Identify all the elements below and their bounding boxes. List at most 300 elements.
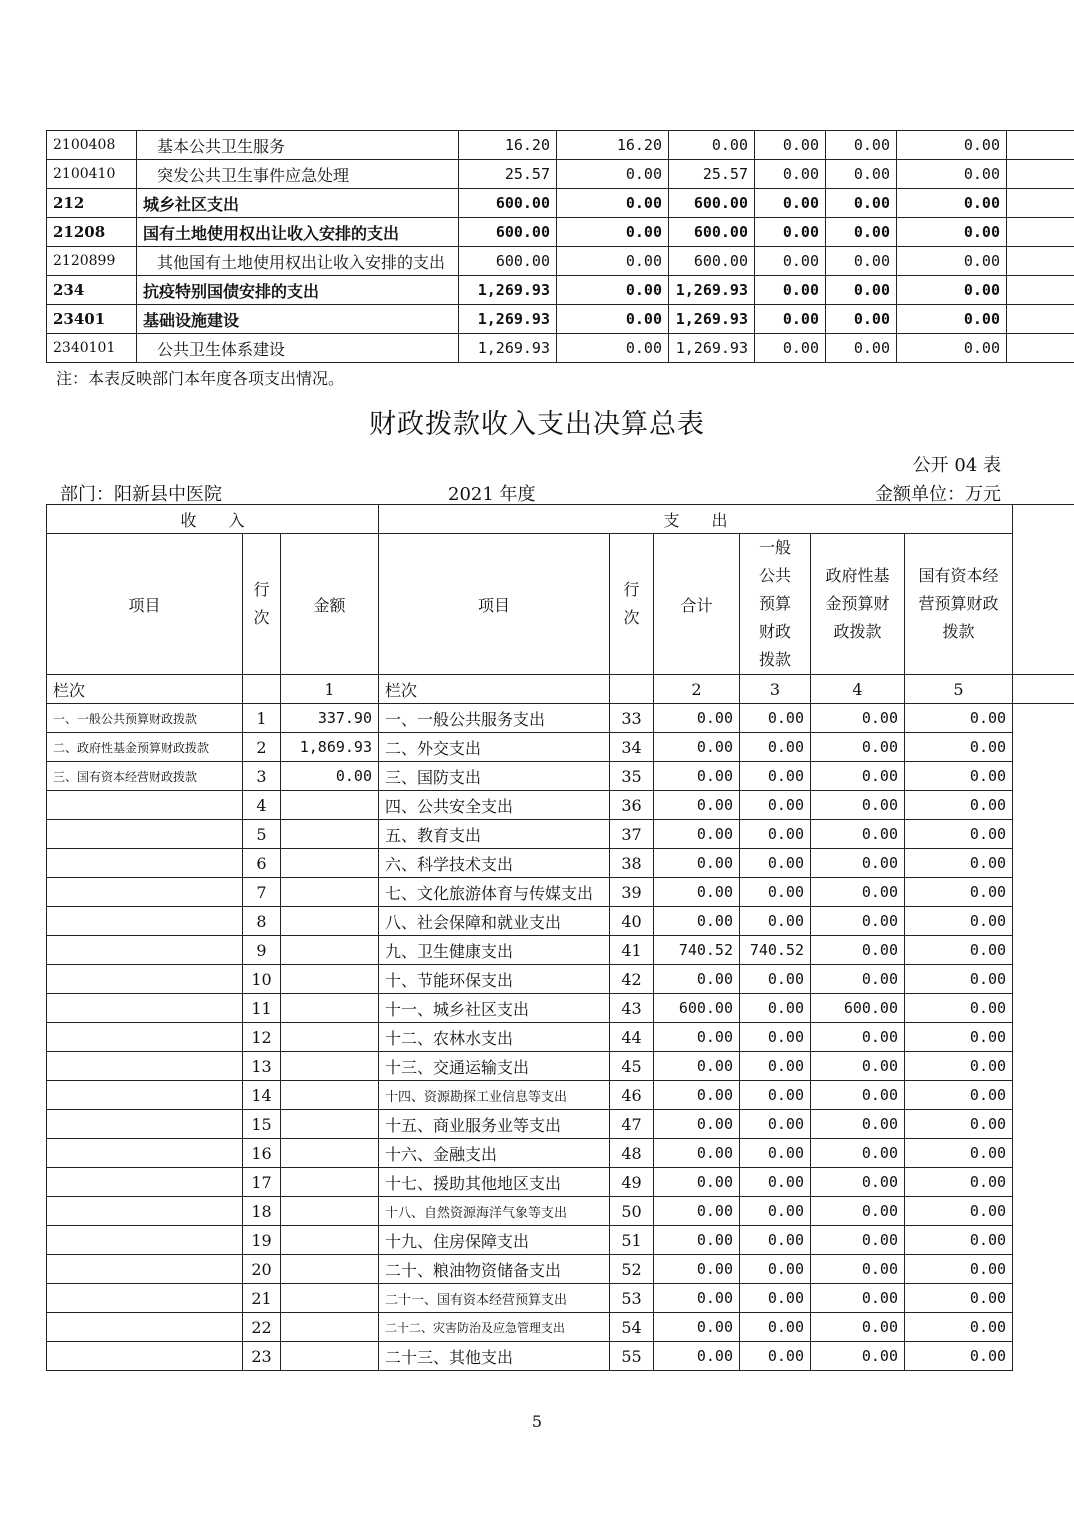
total-cell: 0.00	[654, 1052, 740, 1081]
income-header: 收 入	[47, 505, 379, 534]
col-index-4: 4	[811, 675, 905, 704]
page-title: 财政拨款收入支出决算总表	[369, 409, 705, 440]
amount-cell: 0.00	[897, 334, 1007, 363]
state-capital-cell: 0.00	[905, 1342, 1013, 1371]
income-item-cell	[47, 820, 243, 849]
amount-cell: 0.00	[755, 218, 826, 247]
total-cell: 0.00	[654, 1168, 740, 1197]
amount-cell: 1,269.93	[669, 276, 755, 305]
table-row	[47, 334, 1074, 363]
amount-cell: 0.00	[897, 218, 1007, 247]
gov-fund-cell: 0.00	[811, 907, 905, 936]
amount-cell: 0.00	[826, 160, 897, 189]
state-capital-cell: 0.00	[905, 1255, 1013, 1284]
expense-item-cell: 五、教育支出	[379, 820, 610, 849]
income-item-cell	[47, 994, 243, 1023]
expense-item-cell: 二、外交支出	[379, 733, 610, 762]
table-row	[47, 247, 1074, 276]
expense-row-no-cell: 44	[610, 1023, 654, 1052]
general-budget-cell: 0.00	[740, 965, 811, 994]
expense-item-cell: 十、节能环保支出	[379, 965, 610, 994]
expense-row-no-cell: 35	[610, 762, 654, 791]
gov-fund-cell: 0.00	[811, 878, 905, 907]
edge-cell	[1007, 218, 1074, 247]
unit-label: 金额单位：万元	[875, 484, 1001, 505]
gov-fund-cell: 0.00	[811, 1052, 905, 1081]
income-item-cell	[47, 1023, 243, 1052]
expense-item-cell: 十八、自然资源海洋气象等支出	[379, 1197, 610, 1226]
income-amount-cell	[281, 1226, 379, 1255]
income-item-cell	[47, 1313, 243, 1342]
state-capital-cell: 0.00	[905, 820, 1013, 849]
state-capital-cell: 0.00	[905, 1226, 1013, 1255]
amount-cell: 0.00	[897, 247, 1007, 276]
expense-row-no-cell: 50	[610, 1197, 654, 1226]
income-row-no-cell: 8	[243, 907, 281, 936]
expense-item-cell: 十一、城乡社区支出	[379, 994, 610, 1023]
col-index-1: 1	[281, 675, 379, 704]
general-budget-cell: 0.00	[740, 1139, 811, 1168]
expense-item-cell: 十二、农林水支出	[379, 1023, 610, 1052]
state-capital-cell: 0.00	[905, 1168, 1013, 1197]
general-budget-header: 一般公共预算财政拨款	[740, 534, 811, 675]
amount-cell: 0.00	[826, 218, 897, 247]
total-cell: 0.00	[654, 907, 740, 936]
expense-item-cell: 十七、援助其他地区支出	[379, 1168, 610, 1197]
edge-cell	[1013, 1139, 1074, 1168]
expense-row-no-cell: 55	[610, 1342, 654, 1371]
table-row	[47, 704, 1074, 733]
section-header-row	[47, 505, 1074, 534]
table-row	[47, 1081, 1074, 1110]
state-capital-cell: 0.00	[905, 1052, 1013, 1081]
expense-row-no-cell: 37	[610, 820, 654, 849]
state-capital-cell: 0.00	[905, 907, 1013, 936]
state-capital-cell: 0.00	[905, 994, 1013, 1023]
gov-fund-header: 政府性基金预算财政拨款	[811, 534, 905, 675]
state-capital-cell: 0.00	[905, 1110, 1013, 1139]
table-row	[47, 1110, 1074, 1139]
table-row	[47, 878, 1074, 907]
expense-item-cell: 三、国防支出	[379, 762, 610, 791]
name-cell: 其他国有土地使用权出让收入安排的支出	[137, 247, 459, 276]
amount-cell: 0.00	[755, 160, 826, 189]
table-row	[47, 1313, 1074, 1342]
income-item-cell	[47, 1052, 243, 1081]
col-label-2: 栏次	[379, 675, 610, 704]
income-row-no-cell: 5	[243, 820, 281, 849]
income-row-no-cell: 2	[243, 733, 281, 762]
table-row	[47, 1226, 1074, 1255]
edge-cell	[1013, 1342, 1074, 1371]
general-budget-cell: 0.00	[740, 1284, 811, 1313]
income-item-cell	[47, 1110, 243, 1139]
total-cell: 0.00	[654, 704, 740, 733]
income-item-cell	[47, 1342, 243, 1371]
income-row-no-cell: 15	[243, 1110, 281, 1139]
amount-header: 金额	[281, 534, 379, 675]
name-cell: 突发公共卫生事件应急处理	[137, 160, 459, 189]
edge-cell	[1013, 505, 1074, 534]
income-row-no-cell: 9	[243, 936, 281, 965]
expense-row-no-header: 行次	[610, 534, 654, 675]
code-cell: 2100410	[47, 160, 137, 189]
edge-cell	[1007, 247, 1074, 276]
income-item-cell	[47, 907, 243, 936]
amount-cell: 600.00	[459, 189, 557, 218]
expense-item-cell: 二十三、其他支出	[379, 1342, 610, 1371]
amount-cell: 0.00	[826, 334, 897, 363]
table-row	[47, 1342, 1074, 1371]
edge-cell	[1013, 994, 1074, 1023]
income-row-no-cell: 18	[243, 1197, 281, 1226]
state-capital-cell: 0.00	[905, 733, 1013, 762]
income-amount-cell	[281, 878, 379, 907]
name-cell: 国有土地使用权出让收入安排的支出	[137, 218, 459, 247]
general-budget-cell: 0.00	[740, 1255, 811, 1284]
amount-cell: 1,269.93	[669, 305, 755, 334]
general-budget-cell: 0.00	[740, 1342, 811, 1371]
income-row-no-cell: 11	[243, 994, 281, 1023]
income-row-no-cell: 21	[243, 1284, 281, 1313]
income-item-cell	[47, 1284, 243, 1313]
gov-fund-cell: 0.00	[811, 1313, 905, 1342]
table-row	[47, 1023, 1074, 1052]
gov-fund-cell: 600.00	[811, 994, 905, 1023]
state-capital-cell: 0.00	[905, 1081, 1013, 1110]
income-row-no-header: 行次	[243, 534, 281, 675]
amount-cell: 1,269.93	[459, 334, 557, 363]
total-cell: 0.00	[654, 1226, 740, 1255]
table-row	[47, 820, 1074, 849]
expense-row-no-cell: 36	[610, 791, 654, 820]
income-amount-cell	[281, 994, 379, 1023]
income-row-no-cell: 6	[243, 849, 281, 878]
total-cell: 600.00	[654, 994, 740, 1023]
table-row	[47, 189, 1074, 218]
edge-cell	[1007, 305, 1074, 334]
total-cell: 0.00	[654, 820, 740, 849]
income-item-cell: 二、政府性基金预算财政拨款	[47, 733, 243, 762]
general-budget-cell: 0.00	[740, 820, 811, 849]
expense-row-no-cell: 54	[610, 1313, 654, 1342]
amount-cell: 0.00	[897, 189, 1007, 218]
amount-cell: 1,269.93	[459, 305, 557, 334]
amount-cell: 0.00	[897, 160, 1007, 189]
general-budget-cell: 0.00	[740, 1052, 811, 1081]
general-budget-cell: 0.00	[740, 1023, 811, 1052]
table-row	[47, 160, 1074, 189]
table-row	[47, 762, 1074, 791]
expense-row-no-cell: 33	[610, 704, 654, 733]
income-row-no-cell: 17	[243, 1168, 281, 1197]
amount-cell: 600.00	[459, 247, 557, 276]
expense-item-cell: 二十二、灾害防治及应急管理支出	[379, 1313, 610, 1342]
edge-cell	[1013, 1168, 1074, 1197]
total-cell: 0.00	[654, 791, 740, 820]
gov-fund-cell: 0.00	[811, 762, 905, 791]
general-budget-cell: 0.00	[740, 762, 811, 791]
total-cell: 0.00	[654, 1313, 740, 1342]
general-budget-cell: 0.00	[740, 907, 811, 936]
total-cell: 0.00	[654, 965, 740, 994]
total-cell: 0.00	[654, 1255, 740, 1284]
expense-item-cell: 十六、金融支出	[379, 1139, 610, 1168]
edge-cell	[1013, 1226, 1074, 1255]
amount-cell: 0.00	[826, 247, 897, 276]
general-budget-cell: 0.00	[740, 704, 811, 733]
expense-item-cell: 六、科学技术支出	[379, 849, 610, 878]
col-label: 栏次	[47, 675, 243, 704]
amount-cell: 25.57	[669, 160, 755, 189]
amount-cell: 600.00	[669, 218, 755, 247]
income-item-cell: 一、一般公共预算财政拨款	[47, 704, 243, 733]
name-cell: 基本公共卫生服务	[137, 131, 459, 160]
general-budget-cell: 0.00	[740, 1226, 811, 1255]
total-cell: 0.00	[654, 849, 740, 878]
expense-row-no-cell: 34	[610, 733, 654, 762]
amount-cell: 0.00	[557, 160, 669, 189]
edge-cell	[1013, 878, 1074, 907]
amount-cell: 1,269.93	[459, 276, 557, 305]
income-amount-cell	[281, 1168, 379, 1197]
gov-fund-cell: 0.00	[811, 1081, 905, 1110]
code-cell: 234	[47, 276, 137, 305]
income-amount-cell	[281, 791, 379, 820]
edge-cell	[1013, 1110, 1074, 1139]
amount-cell: 0.00	[755, 334, 826, 363]
gov-fund-cell: 0.00	[811, 965, 905, 994]
general-budget-cell: 740.52	[740, 936, 811, 965]
name-cell: 城乡社区支出	[137, 189, 459, 218]
income-row-no-cell: 3	[243, 762, 281, 791]
income-amount-cell: 0.00	[281, 762, 379, 791]
income-row-no-cell: 22	[243, 1313, 281, 1342]
total-cell: 0.00	[654, 1081, 740, 1110]
income-amount-cell	[281, 1052, 379, 1081]
empty-cell	[610, 675, 654, 704]
table-note: 注：本表反映部门本年度各项支出情况。	[56, 369, 345, 388]
edge-cell	[1013, 907, 1074, 936]
total-cell: 0.00	[654, 1023, 740, 1052]
general-budget-cell: 0.00	[740, 1313, 811, 1342]
general-budget-cell: 0.00	[740, 1110, 811, 1139]
income-item-cell	[47, 1168, 243, 1197]
amount-cell: 0.00	[557, 247, 669, 276]
gov-fund-cell: 0.00	[811, 704, 905, 733]
expense-item-cell: 七、文化旅游体育与传媒支出	[379, 878, 610, 907]
edge-cell	[1007, 276, 1074, 305]
expense-item-cell: 十四、资源勘探工业信息等支出	[379, 1081, 610, 1110]
amount-cell: 0.00	[557, 189, 669, 218]
expense-row-no-cell: 43	[610, 994, 654, 1023]
general-budget-cell: 0.00	[740, 791, 811, 820]
income-row-no-cell: 7	[243, 878, 281, 907]
income-amount-cell	[281, 936, 379, 965]
amount-cell: 0.00	[557, 334, 669, 363]
income-amount-cell	[281, 1081, 379, 1110]
table-row	[47, 1284, 1074, 1313]
amount-cell: 0.00	[755, 247, 826, 276]
income-item-cell	[47, 1197, 243, 1226]
income-amount-cell	[281, 1255, 379, 1284]
name-cell: 基础设施建设	[137, 305, 459, 334]
table-row	[47, 276, 1074, 305]
amount-cell: 0.00	[826, 276, 897, 305]
edge-cell	[1013, 1023, 1074, 1052]
col-index-5: 5	[905, 675, 1013, 704]
table-row	[47, 1139, 1074, 1168]
gov-fund-cell: 0.00	[811, 1110, 905, 1139]
expense-item-cell: 二十、粮油物资储备支出	[379, 1255, 610, 1284]
expense-row-no-cell: 38	[610, 849, 654, 878]
amount-cell: 0.00	[826, 305, 897, 334]
edge-cell	[1013, 762, 1074, 791]
amount-cell: 0.00	[897, 131, 1007, 160]
income-item-cell: 三、国有资本经营财政拨款	[47, 762, 243, 791]
income-amount-cell	[281, 1023, 379, 1052]
gov-fund-cell: 0.00	[811, 1342, 905, 1371]
state-capital-header: 国有资本经营预算财政拨款	[905, 534, 1013, 675]
expense-item-header: 项目	[379, 534, 610, 675]
page-number: 5	[531, 1412, 543, 1431]
total-cell: 0.00	[654, 1197, 740, 1226]
general-budget-cell: 0.00	[740, 1197, 811, 1226]
amount-cell: 0.00	[557, 305, 669, 334]
column-index-row	[47, 675, 1074, 704]
edge-cell	[1013, 849, 1074, 878]
state-capital-cell: 0.00	[905, 936, 1013, 965]
income-row-no-cell: 4	[243, 791, 281, 820]
expense-row-no-cell: 47	[610, 1110, 654, 1139]
income-item-cell	[47, 936, 243, 965]
state-capital-cell: 0.00	[905, 1139, 1013, 1168]
amount-cell: 0.00	[557, 218, 669, 247]
income-row-no-cell: 1	[243, 704, 281, 733]
edge-cell	[1007, 189, 1074, 218]
gov-fund-cell: 0.00	[811, 1255, 905, 1284]
empty-cell	[243, 675, 281, 704]
general-budget-cell: 0.00	[740, 994, 811, 1023]
expense-row-no-cell: 51	[610, 1226, 654, 1255]
expense-item-cell: 一、一般公共服务支出	[379, 704, 610, 733]
gov-fund-cell: 0.00	[811, 791, 905, 820]
total-cell: 740.52	[654, 936, 740, 965]
amount-cell: 0.00	[755, 189, 826, 218]
state-capital-cell: 0.00	[905, 1023, 1013, 1052]
amount-cell: 0.00	[669, 131, 755, 160]
state-capital-cell: 0.00	[905, 878, 1013, 907]
state-capital-cell: 0.00	[905, 849, 1013, 878]
expense-item-cell: 二十一、国有资本经营预算支出	[379, 1284, 610, 1313]
general-budget-cell: 0.00	[740, 1168, 811, 1197]
code-cell: 23401	[47, 305, 137, 334]
expense-row-no-cell: 39	[610, 878, 654, 907]
general-budget-cell: 0.00	[740, 878, 811, 907]
edge-cell	[1007, 131, 1074, 160]
expense-item-cell: 九、卫生健康支出	[379, 936, 610, 965]
amount-cell: 16.20	[557, 131, 669, 160]
name-cell: 公共卫生体系建设	[137, 334, 459, 363]
state-capital-cell: 0.00	[905, 762, 1013, 791]
amount-cell: 600.00	[669, 189, 755, 218]
expense-item-cell: 十九、住房保障支出	[379, 1226, 610, 1255]
code-cell: 2340101	[47, 334, 137, 363]
expense-row-no-cell: 48	[610, 1139, 654, 1168]
table-row	[47, 733, 1074, 762]
total-cell: 0.00	[654, 733, 740, 762]
income-item-cell	[47, 1139, 243, 1168]
table-row	[47, 131, 1074, 160]
expense-row-no-cell: 53	[610, 1284, 654, 1313]
edge-cell	[1013, 1284, 1074, 1313]
income-row-no-cell: 14	[243, 1081, 281, 1110]
total-cell: 0.00	[654, 1110, 740, 1139]
amount-cell: 0.00	[897, 276, 1007, 305]
income-row-no-cell: 23	[243, 1342, 281, 1371]
table-row	[47, 907, 1074, 936]
total-cell: 0.00	[654, 878, 740, 907]
income-amount-cell	[281, 820, 379, 849]
code-cell: 21208	[47, 218, 137, 247]
table-row	[47, 1255, 1074, 1284]
income-item-cell	[47, 1081, 243, 1110]
edge-cell	[1013, 1255, 1074, 1284]
state-capital-cell: 0.00	[905, 1284, 1013, 1313]
expense-item-cell: 十五、商业服务业等支出	[379, 1110, 610, 1139]
amount-cell: 0.00	[755, 305, 826, 334]
state-capital-cell: 0.00	[905, 1313, 1013, 1342]
state-capital-cell: 0.00	[905, 704, 1013, 733]
col-index-3: 3	[740, 675, 811, 704]
gov-fund-cell: 0.00	[811, 1284, 905, 1313]
income-amount-cell	[281, 1342, 379, 1371]
income-row-no-cell: 19	[243, 1226, 281, 1255]
edge-cell	[1013, 534, 1074, 675]
edge-cell	[1013, 1081, 1074, 1110]
amount-cell: 25.57	[459, 160, 557, 189]
expense-header: 支 出	[379, 505, 1013, 534]
income-row-no-cell: 20	[243, 1255, 281, 1284]
total-cell: 0.00	[654, 1342, 740, 1371]
code-cell: 2120899	[47, 247, 137, 276]
table-row	[47, 849, 1074, 878]
gov-fund-cell: 0.00	[811, 1139, 905, 1168]
table-row	[47, 1052, 1074, 1081]
year-label: 2021 年度	[448, 484, 536, 505]
income-item-cell	[47, 965, 243, 994]
table-row	[47, 1168, 1074, 1197]
col-index-2: 2	[654, 675, 740, 704]
income-amount-cell	[281, 1197, 379, 1226]
amount-cell: 0.00	[826, 131, 897, 160]
code-cell: 2100408	[47, 131, 137, 160]
income-amount-cell	[281, 1284, 379, 1313]
income-item-cell	[47, 1226, 243, 1255]
edge-cell	[1007, 160, 1074, 189]
edge-cell	[1013, 1197, 1074, 1226]
state-capital-cell: 0.00	[905, 1197, 1013, 1226]
table-row	[47, 1197, 1074, 1226]
expenditure-detail-table	[46, 130, 1074, 363]
income-item-cell	[47, 791, 243, 820]
total-cell: 0.00	[654, 762, 740, 791]
expense-row-no-cell: 49	[610, 1168, 654, 1197]
income-item-cell	[47, 878, 243, 907]
edge-cell	[1007, 334, 1074, 363]
total-cell: 0.00	[654, 1284, 740, 1313]
gov-fund-cell: 0.00	[811, 936, 905, 965]
